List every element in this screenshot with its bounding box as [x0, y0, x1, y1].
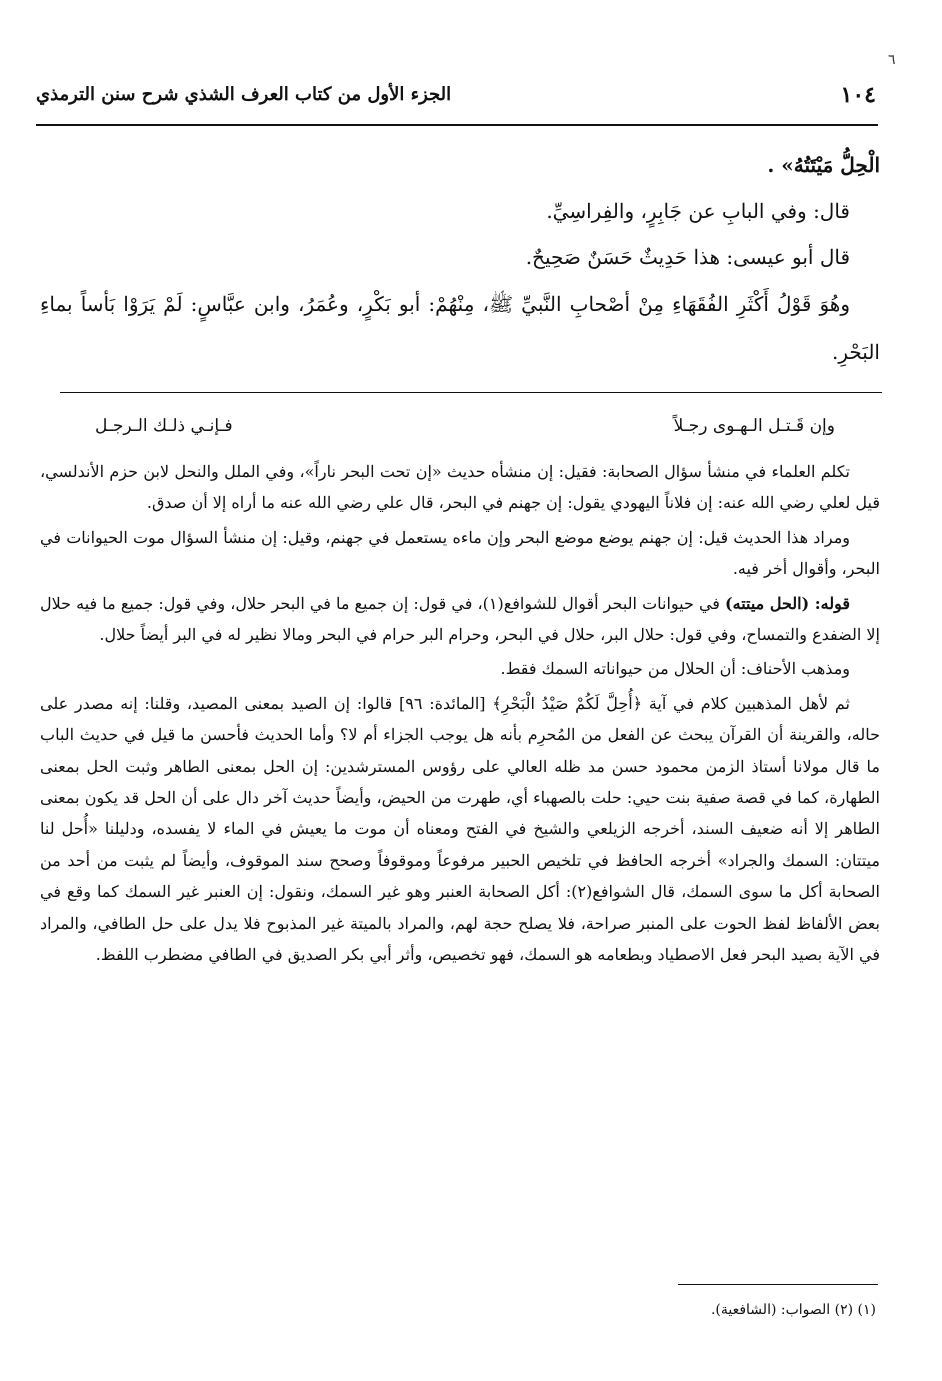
corner-mark: ٦ — [888, 52, 896, 68]
footnote-rule — [678, 1284, 878, 1285]
commentary-paragraph — [40, 456, 880, 519]
footnote: (١) (٢) الصواب: (الشافعية). — [710, 1302, 876, 1318]
hadith-line-2: قال: وفي البابِ عن جَابِرٍ، والفِراسِيِّ. — [546, 199, 850, 223]
commentary-paragraph — [40, 522, 880, 585]
commentary — [40, 456, 880, 974]
paragraph-text: في حيوانات البحر أقوال للشوافع(١)، في قول: إن جميع ما في البحر حلال، وفي قول: جميع ما فيه حلال إلا الضفدع والتمساح، وفي قول: حلال البر، حلال في البحر، وحرام البر حرام في البحر ومالا نظير له في البر أيضاً حلال. — [40, 593, 880, 645]
header-rule — [36, 124, 878, 126]
hadith-text — [40, 142, 880, 376]
paragraph-text: ثم لأهل المذهبين كلام في آية ﴿أُحِلَّ لَكُمْ صَيْدُ الْبَحْرِ﴾ [المائدة: ٩٦] قالوا: إن الصيد بمعنى المصيد، وقلنا: إنه مصدر على حاله، والقرينة أن القرآن يبحث عن الفعل من المُحرِم بأنه هل يوجب الجزاء أم لا؟ وأما الحديث فأحسن ما قيل في حديث الباب ما قال مولانا أستاذ الزمن محمود حسن مد ظله العالي على رؤوس المسترشدين: إن الحل بمعنى الطاهر وثبت الحل بمعنى الطهارة، كما في قصة صفية بنت حيي: حلت بالصهباء أي، طهرت من الحيض، وأيضاً حديث آخر دال على أن الحل قد يكون بمعنى الطاهر إلا أنه ضعيف السند، أخرجه الزيلعي والشيخ في الفتح ومعناه أن موت ما يعيش في الماء لا يفسده، ودليلنا «أُحل لنا ميتتان: السمك والجراد» أخرجه الحافظ في تلخيص الحبير مرفوعاً وموقوفاً وصحح سند الموقوف، وأيضاً لم يثبت من أحد من الصحابة أكل ما سوى السمك، قال الشوافع(٢): أكل الصحابة العنبر وهو غير السمك، ونقول: إن العنبر غير السمك كما وقع في بعض الألفاظ لفظ الحوت على المنبر صراحة، فلا يصلح حجة لهم، والمراد بالميتة غير المذبوح فلا يدل على حل الطافي، والمراد في الآية بصيد البحر فعل الاصطياد وبطعامه هو السمك، فهو تخصيص، وأثر أبي بكر الصديق في الطافي مضطرب اللفظ. — [40, 693, 881, 965]
commentary-paragraph — [40, 653, 880, 684]
verse-hemistich-1: وإن قَـتـل الـهـوى رجـلاً — [673, 416, 835, 436]
paragraph-text: ومذهب الأحناف: أن الحلال من حيواناته السمك فقط. — [500, 659, 850, 679]
hadith-line-4: وهُوَ قَوْلُ أَكْثَرِ الفُقَهَاءِ مِنْ أصْحابِ النَّبيِّ ﷺ، مِنْهُمْ: أبو بَكْرٍ، وعُمَرُ، وابن عبَّاسٍ: لَمْ يَرَوْا بَأساً بماءِ البَحْرِ. — [40, 292, 880, 364]
paragraph-text: ومراد هذا الحديث قيل: إن جهنم يوضع موضع البحر وإن ماءه يستعمل في جهنم، وقيل: إن منشأ السؤال موت الحيوانات في البحر، وأقوال أخر فيه. — [40, 527, 880, 579]
hadith-line-1: الْحِلُّ مَيْتَتُهُ» . — [767, 153, 880, 177]
running-title: الجزء الأول من كتاب العرف الشذي شرح سنن الترمذي — [36, 84, 452, 105]
page-header — [36, 82, 878, 116]
commentary-paragraph — [40, 588, 880, 651]
commentary-paragraph — [40, 688, 880, 971]
verse-hemistich-2: فـإنـي ذلـك الـرجـل — [95, 416, 233, 436]
poetry-verse — [95, 416, 835, 452]
text-commentary-divider — [60, 392, 882, 393]
paragraph-text: تكلم العلماء في منشأ سؤال الصحابة: فقيل: إن منشأه حديث «إن تحت البحر ناراً»، وفي الملل والنحل لابن حزم الأندلسي، قيل لعلي رضي الله عنه: إن فلاناً اليهودي يقول: إن جهنم في البحر، قال علي رضي الله عنه ما أراه إلا أن صدق. — [40, 462, 880, 513]
hadith-line-3: قال أبو عيسى: هذا حَدِيثٌ حَسَنٌ صَحِيحٌ. — [525, 245, 850, 269]
page-number: ١٠٤ — [840, 82, 876, 108]
paragraph-lead: قوله: (الحل ميتته) — [725, 593, 851, 613]
